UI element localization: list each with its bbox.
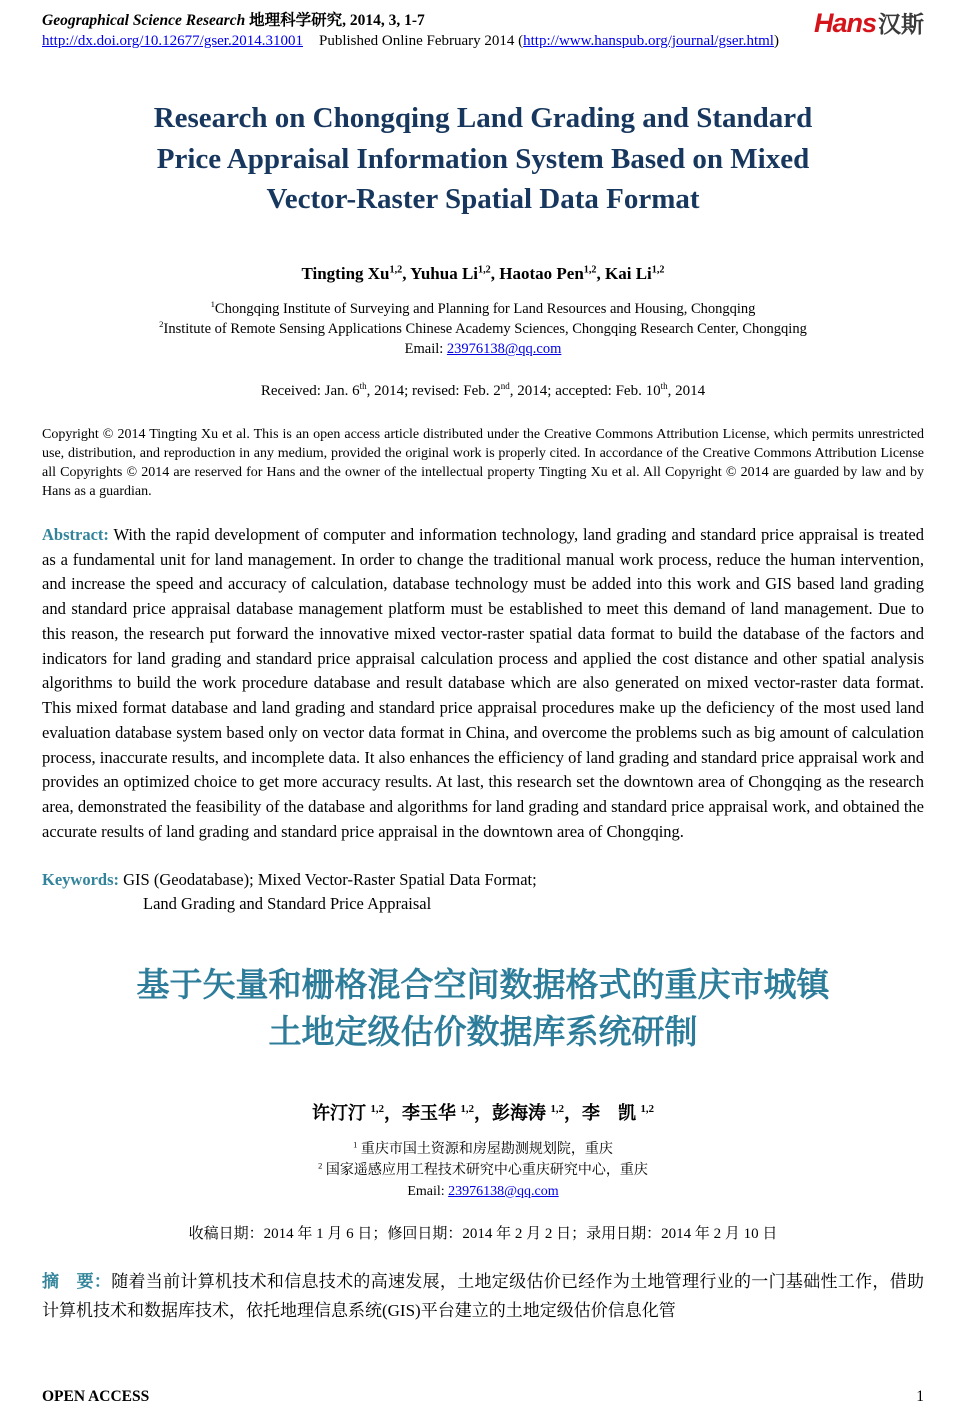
author-affil-sup: 1,2 (478, 264, 491, 276)
author-separator: , (490, 263, 500, 283)
author-name: 李 凯 (582, 1102, 641, 1123)
affiliation-sup: 1 (210, 298, 215, 309)
email-link[interactable]: 23976138@qq.com (446, 341, 562, 358)
author-separator: ， (474, 1102, 492, 1123)
email-label: Email: (407, 1183, 449, 1199)
affiliation-text: Chongqing Institute of Surveying and Planning for Land Resources and Housing, Chongqing (214, 300, 756, 317)
affiliation-sup: 2 (159, 319, 164, 330)
author-affil-sup: 1,2 (389, 264, 403, 276)
hans-logo (814, 6, 924, 39)
author-affil-sup: 1,2 (460, 1102, 474, 1115)
author-name: Yuhua Li (410, 263, 479, 283)
closing-paren: ) (773, 33, 779, 49)
title-line-2: Price Appraisal Information System Based on Mixed (156, 142, 810, 175)
email-line (42, 339, 924, 359)
received-text: , 2014; accepted: Feb. 10 (509, 382, 661, 399)
affiliation-line (42, 1139, 924, 1160)
page-footer (42, 1388, 924, 1406)
author-affil-sup: 1,2 (651, 264, 665, 276)
abstract-english (42, 523, 924, 845)
ordinal-sup: nd (500, 380, 510, 391)
affiliations-english (42, 299, 924, 360)
authors-chinese (42, 1099, 924, 1125)
affiliation-text: Institute of Remote Sensing Applications Chinese Academy Sciences, Chongqing Research Center, Chongqing (163, 321, 807, 338)
page-header (42, 8, 924, 50)
affiliation-line (42, 299, 924, 319)
affiliation-line (42, 319, 924, 339)
author-name: Kai Li (605, 263, 652, 283)
author-affil-sup: 1,2 (640, 1102, 654, 1115)
page-number: 1 (916, 1388, 924, 1405)
keywords-line-1 (42, 868, 924, 893)
abstract-text: With the rapid development of computer and information technology, land grading and standard price appraisal is treated as a fundamental unit for land management. In order to change the traditional manual work process, reduce the human intervention, and increase the speed and accuracy of calculation, database technology must be added into this work and GIS based land grading and standard price appraisal database management platform must be established to meet this demand of land management. Due to this reason, the research put forward the innovative mixed vector-raster spatial data format to build the database of the factors and indicators for land grading and standard price appraisal calculation process and applied the cost distance and other spatial analysis algorithms to build the work procedure database and result database which are also generated on mixed vector-raster data format. This mixed format database and land grading and standard price appraisal procedures make up the deficiency of the most used land evaluation database system based only on vector data format in China, and overcome the problems such as big amount of calculation process, inaccurate results, and incomplete data. It also enhances the efficiency of land grading and standard price appraisal work and provides an optimized choice to get more accuracy results. At last, this research set the downtown area of Chongqing as the research area, demonstrated the feasibility of the database and algorithms for land grading and standard price appraisal work, and obtained the accurate results of land grading and standard price appraisal in the downtown area of Chongqing. (42, 524, 925, 841)
hans-logo-chinese: 汉斯 (878, 11, 924, 37)
author-separator: , (596, 263, 606, 283)
author-name: Tingting Xu (301, 263, 390, 283)
affiliation-text: 重庆市国土资源和房屋勘测规划院，重庆 (357, 1141, 613, 1157)
affiliation-sup: 2 (318, 1161, 323, 1171)
received-text: , 2014; revised: Feb. 2 (366, 382, 501, 399)
affiliations-chinese (42, 1139, 924, 1202)
journal-title-line (42, 8, 779, 30)
author-name: 李玉华 (402, 1102, 461, 1123)
affiliation-line (42, 1160, 924, 1181)
author-name: 许汀汀 (312, 1102, 371, 1123)
received-text: , 2014 (667, 382, 706, 399)
abstract-chinese (42, 1267, 924, 1325)
open-access-label: OPEN ACCESS (42, 1388, 150, 1405)
journal-name-english: Geographical Science Research (42, 12, 246, 29)
author-separator: ， (384, 1102, 402, 1123)
title-line-1: Research on Chongqing Land Grading and Standard (153, 102, 813, 134)
keywords-english (42, 868, 924, 918)
received-dates-chinese: 收稿日期：2014 年 1 月 6 日；修回日期：2014 年 2 月 2 日；录用日期：2014 年 2 月 10 日 (188, 1225, 778, 1242)
journal-homepage-link[interactable]: http://www.hanspub.org/journal/gser.html (523, 33, 774, 49)
email-label: Email: (404, 341, 447, 358)
author-name: 彭海涛 (492, 1102, 551, 1123)
cn-title-line-1: 基于矢量和栅格混合空间数据格式的重庆市城镇 (136, 968, 830, 1005)
author-affil-sup: 1,2 (370, 1102, 384, 1115)
authors-english (42, 264, 924, 284)
journal-name-chinese: 地理科学研究, 2014, 3, 1-7 (249, 12, 425, 29)
journal-info (42, 8, 779, 50)
received-dates-english (42, 380, 924, 400)
copyright-notice: Copyright © 2014 Tingting Xu et al. This is an open access article distributed under the Creative Commons Attribution License, which permits unrestricted use, distribution, and reproduction in any medium, provided the original work is properly cited. In accordance of the Creative Commons Attribution License all Copyrights © 2014 are reserved for Hans and the owner of the intellectual property Tingting Xu et al. All Copyright © 2014 are guarded by law and by Hans as a guardian. (42, 426, 924, 499)
chinese-abstract-label: 摘 要： (42, 1271, 112, 1291)
doi-line (42, 33, 779, 50)
author-separator: , (402, 263, 411, 283)
chinese-abstract-text: 随着当前计算机技术和信息技术的高速发展，土地定级估价已经作为土地管理行业的一门基础性工作，借助计算机技术和数据库技术，依托地理信息系统(GIS)平台建立的土地定级估价信息化管 (42, 1271, 925, 1320)
affiliation-text: 国家遥感应用工程技术研究中心重庆研究中心，重庆 (322, 1162, 648, 1178)
author-affil-sup: 1,2 (583, 264, 597, 276)
doi-link[interactable]: http://dx.doi.org/10.12677/gser.2014.31001 (42, 33, 303, 49)
received-text: Received: Jan. 6 (260, 382, 360, 399)
author-separator: ， (564, 1102, 582, 1123)
ordinal-sup: th (660, 380, 668, 391)
article-title-english (42, 98, 924, 220)
affiliation-sup: 1 (353, 1140, 358, 1150)
author-name: Haotao Pen (499, 263, 584, 283)
email-line (42, 1181, 924, 1202)
published-online-text: Published Online February 2014 ( (318, 33, 524, 49)
ordinal-sup: th (359, 380, 367, 391)
keywords-label: Keywords: (42, 869, 119, 889)
author-affil-sup: 1,2 (550, 1102, 564, 1115)
article-title-chinese (42, 963, 924, 1057)
keywords-text: GIS (Geodatabase); Mixed Vector-Raster Spatial Data Format; (123, 869, 537, 889)
cn-title-line-2: 土地定级估价数据库系统研制 (268, 1014, 698, 1051)
email-link[interactable]: 23976138@qq.com (448, 1183, 559, 1199)
title-line-3: Vector-Raster Spatial Data Format (266, 183, 700, 216)
abstract-label: Abstract: (42, 524, 109, 544)
keywords-line-2: Land Grading and Standard Price Appraisal (143, 894, 432, 914)
hans-logo-wordmark: Hans (813, 8, 876, 38)
